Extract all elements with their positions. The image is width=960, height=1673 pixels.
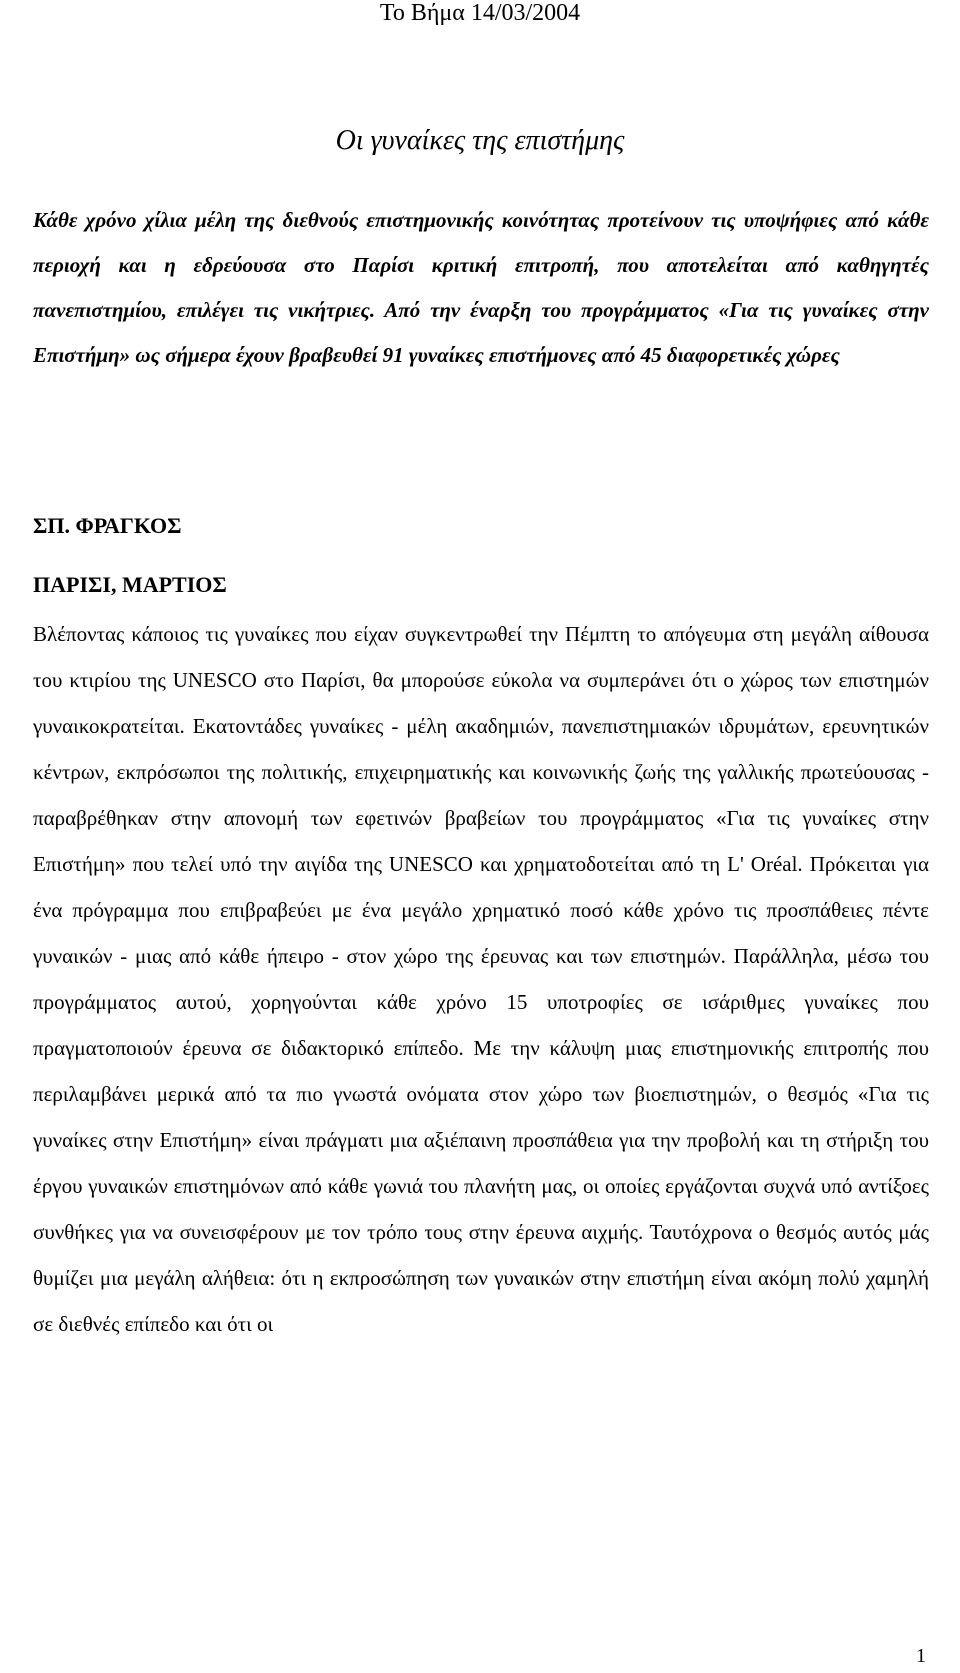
dateline: ΠΑΡΙΣΙ, ΜΑΡΤΙΟΣ bbox=[33, 572, 227, 597]
article-lead: Κάθε χρόνο χίλια μέλη της διεθνούς επιστημονικής κοινότητας προτείνουν τις υποψήφιες από κάθε περιοχή και η εδρεύουσα στο Παρίσι κριτική επιτροπή, που αποτελείται από καθηγητές πανεπιστημίου, επιλέγει τις νικήτριες. Από την έναρξη του προγράμματος «Για τις γυναίκες στην Επιστήμη» ως σήμερα έχουν βραβευθεί 91 γυναίκες επιστήμονες από 45 διαφορετικές χώρες bbox=[33, 208, 929, 367]
page-number: 1 bbox=[916, 1645, 926, 1667]
author-byline: ΣΠ. ΦΡΑΓΚΟΣ bbox=[33, 513, 182, 538]
article-body: Βλέποντας κάποιος τις γυναίκες που είχαν συγκεντρωθεί την Πέμπτη το απόγευμα στη μεγάλη αίθουσα του κτιρίου της UNESCO στο Παρίσι, θα μπορούσε εύκολα να συμπεράνει ότι ο χώρος των επιστημών γυναικοκρατείται. Εκατοντάδες γυναίκες - μέλη ακαδημιών, πανεπιστημιακών ιδρυμάτων, ερευνητικών κέντρων, εκπρόσωποι της πολιτικής, επιχειρηματικής και κοινωνικής ζωής της γαλλικής πρωτεύουσας - παραβρέθηκαν στην απονομή των εφετινών βραβείων του προγράμματος «Για τις γυναίκες στην Επιστήμη» που τελεί υπό την αιγίδα της UNESCO και χρηματοδοτείται από τη L' Oréal. Πρόκειται για ένα πρόγραμμα που επιβραβεύει με ένα μεγάλο χρηματικό ποσό κάθε χρόνο τις προσπάθειες πέντε γυναικών - μιας από κάθε ήπειρο - στον χώρο της έρευνας και των επιστημών. Παράλληλα, μέσω του προγράμματος αυτού, χορηγούνται κάθε χρόνο 15 υποτροφίες σε ισάριθμες γυναίκες που πραγματοποιούν έρευνα σε διδακτορικό επίπεδο. Με την κάλυψη μιας επιστημονικής επιτροπής που περιλαμβάνει μερικά από τα πιο γνωστά ονόματα στον χώρο των βιοεπιστημών, ο θεσμός «Για τις γυναίκες στην Επιστήμη» είναι πράγματι μια αξιέπαινη προσπάθεια για την προβολή και τη στήριξη του έργου γυναικών επιστημόνων από κάθε γωνιά του πλανήτη μας, οι οποίες εργάζονται συχνά υπό αντίξοες συνθήκες για να συνεισφέρουν με τον τρόπο τους στην έρευνα αιχμής. Ταυτόχρονα ο θεσμός αυτός μάς θυμίζει μια μεγάλη αλήθεια: ότι η εκπροσώπηση των γυναικών στην επιστήμη είναι ακόμη πολύ χαμηλή σε διεθνές επίπεδο και ότι οι bbox=[33, 622, 929, 1336]
article-title: Οι γυναίκες της επιστήμης bbox=[335, 125, 625, 156]
source-date-header: Το Βήμα 14/03/2004 bbox=[379, 0, 581, 26]
